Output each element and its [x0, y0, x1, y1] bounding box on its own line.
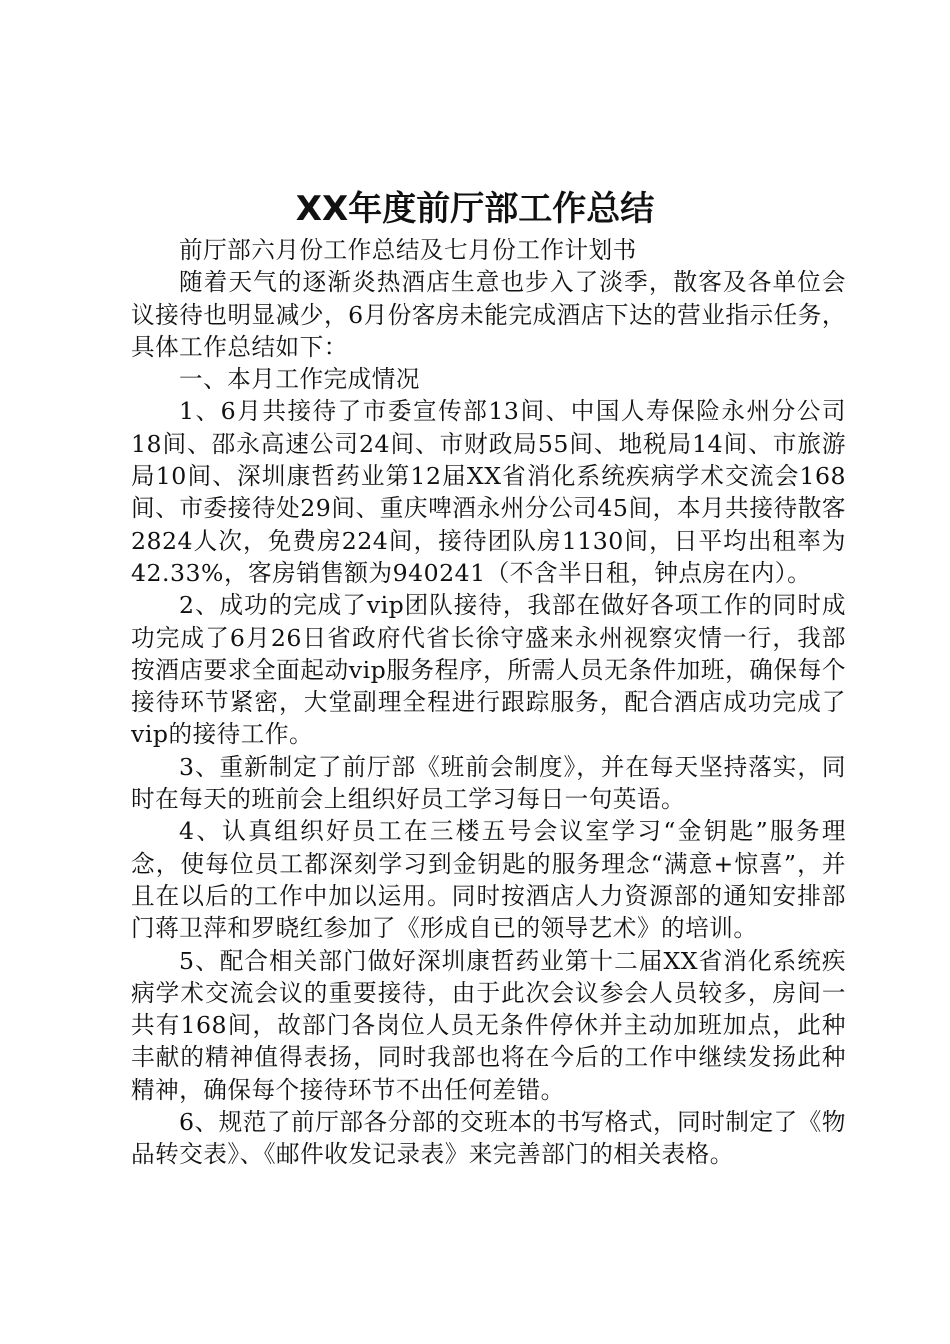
- paragraph-item-5: 5、配合相关部门做好深圳康哲药业第十二届XX省消化系统疾病学术交流会议的重要接待，由于此次会议参会人员较多，房间一共有168间，故部门各岗位人员无条件停休并主动加班加点，此种丰献的精神值得表扬，同时我部也将在今后的工作中继续发扬此种精神，确保每个接待环节不出任何差错。: [131, 946, 846, 1104]
- paragraph-item-2: 2、成功的完成了vip团队接待，我部在做好各项工作的同时成功完成了6月26日省政府代省长徐守盛来永州视察灾情一行，我部按酒店要求全面起动vip服务程序，所需人员无条件加班，确保每个接待环节紧密，大堂副理全程进行跟踪服务，配合酒店成功完成了vip的接待工作。: [131, 591, 846, 749]
- paragraph-item-6: 6、规范了前厅部各分部的交班本的书写格式，同时制定了《物品转交表》、《邮件收发记录表》来完善部门的相关表格。: [131, 1108, 846, 1169]
- paragraph-item-4: 4、认真组织好员工在三楼五号会议室学习“金钥匙”服务理念，使每位员工都深刻学习到金钥匙的服务理念“满意+惊喜”，并且在以后的工作中加以运用。同时按酒店人力资源部的通知安排部门蒋卫萍和罗晓红参加了《形成自已的领导艺术》的培训。: [131, 817, 846, 943]
- document-body: [131, 234, 846, 1171]
- paragraph-intro: 随着天气的逐渐炎热酒店生意也步入了淡季，散客及各单位会议接待也明显减少，6月份客房未能完成酒店下达的营业指示任务，具体工作总结如下：: [131, 268, 846, 361]
- section-heading: 一、本月工作完成情况: [179, 365, 420, 394]
- paragraph-item-3: 3、重新制定了前厅部《班前会制度》，并在每天坚持落实，同时在每天的班前会上组织好员工学习每日一句英语。: [131, 752, 846, 814]
- document-title: XX年度前厅部工作总结: [295, 189, 655, 229]
- paragraph-item-1: 1、6月共接待了市委宣传部13间、中国人寿保险永州分公司18间、邵永高速公司24间、市财政局55间、地税局14间、市旅游局10间、深圳康哲药业第12届XX省消化系统疾病学术交流会168间、市委接待处29间、重庆啤酒永州分公司45间，本月共接待散客2824人次，免费房224间，接待团队房1130间，日平均出租率为42.33%，客房销售额为940241（不含半日租，钟点房在内）。: [131, 397, 846, 587]
- paragraph-subtitle: 前厅部六月份工作总结及七月份工作计划书: [179, 236, 637, 264]
